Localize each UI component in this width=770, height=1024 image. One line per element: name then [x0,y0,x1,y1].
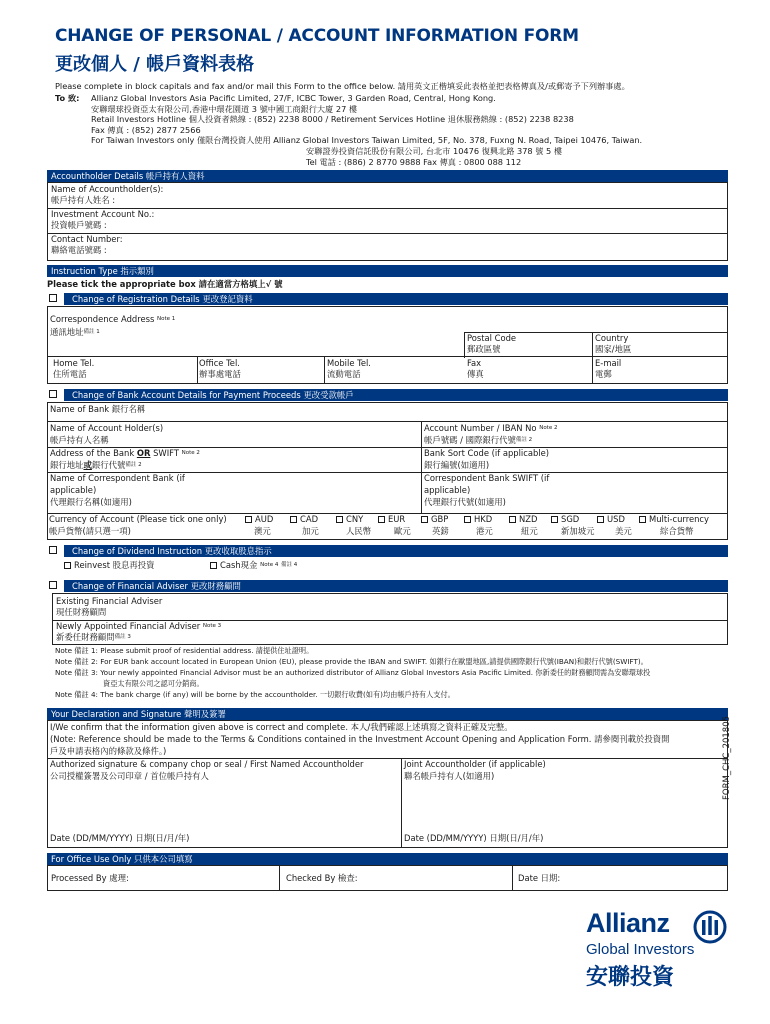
declaration-line-1: I/We confirm that the information given above is correct and complete. 本人/我們確認上述填寫之資料正確及完整。 [50,722,513,732]
cash-option[interactable]: Cash現金 $^{Note 4}$ $^{備註 4}$ [210,560,297,571]
currency-option[interactable]: Multi-currency [639,514,709,525]
currency-option[interactable]: USD [597,514,625,525]
email-label-zh: 電郵 [595,369,612,379]
currency-option[interactable]: CAD [290,514,318,525]
note-1: Note 備註 1: Please submit proof of residential address. 請提供住址證明。 [55,646,314,655]
address-line-1: Allianz Global Investors Asia Pacific Limited, 27/F, ICBC Tower, 3 Garden Road, Central, Hong Kong. [91,93,496,103]
checkbox-icon [421,516,428,523]
sort-code-label-zh: 銀行編號(如適用) [424,460,490,470]
adviser-bar: Change of Financial Adviser 更改財務顧問 [64,580,728,592]
address-line-3: Retail Investors Hotline 個人投資者熱線 : (852) 2238 8000 / Retirement Services Hotline 退休服務熱線 : (852) 2238 8238 [91,114,574,125]
sort-code-label[interactable]: Bank Sort Code (if applicable) [424,448,550,458]
account-number-label-zh: 帳戶號碼 / 國際銀行代號$^{備註 2}$ [424,435,533,445]
checkbox-icon [639,516,646,523]
address-line-2: 安聯環球投資亞太有限公司,香港中環花園道 3 號中國工商銀行大廈 27 樓 [91,103,358,114]
correspondent-swift-label-2: applicable) [424,485,471,495]
correspondent-bank-label-2: applicable) [50,485,97,495]
date-1-label[interactable]: Date (DD/MM/YYYY) 日期(日/月/年) [50,833,190,843]
form-title-zh: 更改個人 / 帳戶資料表格 [55,54,255,75]
to-label: To 致: [55,93,80,103]
existing-adviser-label-zh: 現任財務顧問 [56,607,107,617]
fax-label[interactable]: Fax [467,358,482,368]
dividend-checkbox[interactable] [49,546,57,554]
declaration-bar: Your Declaration and Signature 聲明及簽署 [47,708,728,720]
form-code: FORM_CHC_201805 [722,715,732,800]
instruction-type-bar: Instruction Type 指示類別 [47,265,728,277]
checkbox-icon [551,516,558,523]
note-2: Note 備註 2: For EUR bank account located in European Union (EU), please provide the IBAN and SWIFT. 如銀行在歐盟地區,請提供國際銀行代號(IBAN)和銀行代號(SWIFT)。 [55,657,648,666]
checked-by-label[interactable]: Checked By 檢查: [286,873,358,883]
account-no-label-zh: 投資帳戶號碼 : [51,220,107,230]
allianz-eagle-icon [693,910,727,944]
correspondent-swift-label-zh: 代理銀行代號(如適用) [424,497,506,507]
correspondence-address-label[interactable]: Correspondence Address $^{Note 1}$ [50,314,176,324]
home-tel-label-zh: 住所電話 [53,369,87,379]
account-holder-label[interactable]: Name of Account Holder(s) [50,423,164,433]
signature-1-label-zh: 公司授權簽署及公司印章 / 首位帳戶持有人 [50,771,209,781]
form-instruction: Please complete in block capitals and fax and/or mail this Form to the office below. 請用英文正楷填妥此表格並把表格傳真及/或郵寄予下列辦事處。 [55,81,630,91]
notes [55,645,650,700]
currency-option[interactable]: GBP [421,514,448,525]
correspondent-bank-label-zh: 代理銀行名稱(如適用) [50,497,132,507]
registration-bar: Change of Registration Details 更改登記資料 [64,293,728,305]
mobile-tel-label-zh: 流動電話 [327,369,361,379]
currency-option-zh: 綜合貨幣 [660,526,694,536]
mobile-tel-label[interactable]: Mobile Tel. [327,358,371,368]
office-use-bar: For Office Use Only 只供本公司填寫 [47,853,728,865]
form-title: CHANGE OF PERSONAL / ACCOUNT INFORMATION FORM [55,26,579,46]
currency-label: Currency of Account (Please tick one only) [49,514,227,524]
currency-option[interactable]: CNY [336,514,363,525]
registration-box [47,306,728,384]
currency-option-zh: 新加坡元 [561,526,595,536]
currency-option-zh: 加元 [302,526,319,536]
accountholder-name-label: Name of Accountholder(s): [51,184,164,194]
office-date-label[interactable]: Date 日期: [518,873,561,883]
home-tel-label[interactable]: Home Tel. [53,358,95,368]
checkbox-icon [597,516,604,523]
currency-option-zh: 英鎊 [432,526,449,536]
note-3-cont: 資亞太有限公司之認可分銷商。 [103,679,204,688]
checkbox-icon [64,562,71,569]
declaration-box [47,720,728,848]
office-address [55,93,642,167]
taiwan-line-3: Tel 電話 : (886) 2 8770 9888 Fax 傳真 : 0800 088 112 [306,156,522,167]
new-adviser-label[interactable]: Newly Appointed Financial Adviser $^{Note 3}$ [56,621,222,631]
checkbox-icon [464,516,471,523]
office-tel-label[interactable]: Office Tel. [199,358,240,368]
adviser-section [47,580,728,593]
checkbox-icon [336,516,343,523]
email-label[interactable]: E-mail [595,358,622,368]
bank-checkbox[interactable] [49,390,57,398]
registration-checkbox[interactable] [49,294,57,302]
postal-code-label-zh: 郵政區號 [467,344,501,354]
checkbox-icon [290,516,297,523]
allianz-logo [586,908,736,992]
adviser-box [52,593,728,645]
dividend-bar: Change of Dividend Instruction 更改收取股息指示 [64,545,728,557]
declaration-line-2: (Note: Reference should be made to the Terms & Conditions contained in the Investment Account Opening and Application Form. 請參閱刊載於投資開 [50,734,670,744]
contact-number-label-zh: 聯絡電話號碼 : [51,245,107,255]
bank-address-label[interactable]: Address of the Bank OR SWIFT $^{Note 2}$ [50,448,200,458]
correspondence-address-label-zh: 通訊地址$^{備註 1}$ [50,327,100,337]
accountholder-name-label-zh: 帳戶持有人姓名 : [51,195,116,205]
currency-option[interactable]: NZD [509,514,537,525]
correspondent-swift-label[interactable]: Correspondent Bank SWIFT (if [424,473,550,483]
note-3: Note 備註 3: Your newly appointed Financial Advisor must be an authorized distributor of Allianz Global Investors Asia Pacific Limited. 你新委任的財務顧問需為安聯環球投 [55,668,651,677]
taiwan-line-2: 安聯證券投資信託股份有限公司, 台北市 10476 復興北路 378 號 5 樓 [306,145,563,156]
adviser-checkbox[interactable] [49,581,57,589]
signature-2-label[interactable]: Joint Accountholder (if applicable) [404,759,546,769]
logo-wordmark: Allianz [586,908,670,938]
reinvest-option[interactable]: Reinvest 股息再投資 [64,560,155,571]
country-label[interactable]: Country [595,333,629,343]
bank-address-label-zh: 銀行地址或銀行代號$^{備註 2}$ [50,460,142,470]
signature-1-label[interactable]: Authorized signature & company chop or seal / First Named Accountholder [50,759,364,769]
date-2-label[interactable]: Date (DD/MM/YYYY) 日期(日/月/年) [404,833,544,843]
checkbox-icon [378,516,385,523]
logo-subtitle: Global Investors [586,941,695,958]
checkbox-icon [210,562,217,569]
currency-option-zh: 人民幣 [346,526,372,536]
bank-box [47,402,728,540]
contact-number-label[interactable]: Contact Number: [51,234,123,244]
bank-bar: Change of Bank Account Details for Payment Proceeds 更改受款帳戶 [64,389,728,401]
logo-chinese: 安聯投資 [586,965,675,990]
currency-option-zh: 港元 [476,526,493,536]
tick-instruction: Please tick the appropriate box 請在適當方格填上√ 號 [47,279,283,289]
currency-option[interactable]: EUR [378,514,405,525]
checkbox-icon [509,516,516,523]
fax-label-zh: 傳真 [467,369,484,379]
currency-option[interactable]: AUD [245,514,273,525]
currency-option-zh: 紐元 [521,526,538,536]
signature-2-label-zh: 聯名帳戶持有人(如適用) [404,771,495,781]
taiwan-line-1: For Taiwan Investors only 僅限台灣投資人使用 Allianz Global Investors Taiwan Limited, 5F, No. 378, Fuxng N. Road, Taipei 10476, Taiwan. [91,135,643,146]
postal-code-label[interactable]: Postal Code [467,333,517,343]
existing-adviser-label[interactable]: Existing Financial Adviser [56,596,163,606]
new-adviser-label-zh: 新委任財務顧問$^{備註 3}$ [56,632,131,642]
account-number-label[interactable]: Account Number / IBAN No $^{Note 2}$ [424,423,558,433]
address-line-4: Fax 傳真 : (852) 2877 2566 [91,124,201,135]
currency-option-zh: 澳元 [254,526,271,536]
currency-option[interactable]: HKD [464,514,492,525]
office-use-box [47,865,728,891]
currency-option-zh: 歐元 [394,526,411,536]
account-holder-label-zh: 帳戶持有人名稱 [50,435,109,445]
accountholder-bar: Accountholder Details 帳戶持有人資料 [47,170,728,182]
dividend-section [47,545,728,558]
processed-by-label[interactable]: Processed By 處理: [51,873,129,883]
accountholder-box [47,182,728,261]
currency-label-zh: 帳戶貨幣(請只選一項) [49,526,131,536]
currency-option[interactable]: SGD [551,514,579,525]
correspondent-bank-label[interactable]: Name of Correspondent Bank (if [50,473,185,483]
declaration-line-3: 戶及申請表格內的條款及條件。) [50,746,167,756]
country-label-zh: 國家/地區 [595,344,632,354]
currency-option-zh: 美元 [615,526,632,536]
note-4: Note 備註 4: The bank charge (if any) will be borne by the accountholder. 一切銀行收費(如有)均由帳戶持有人支付。 [55,690,455,699]
checkbox-icon [245,516,252,523]
account-no-label[interactable]: Investment Account No.: [51,209,155,219]
registration-section [47,293,728,306]
bank-section [47,389,728,402]
bank-name-label[interactable]: Name of Bank 銀行名稱 [50,404,146,414]
office-tel-label-zh: 辦事處電話 [199,369,241,379]
